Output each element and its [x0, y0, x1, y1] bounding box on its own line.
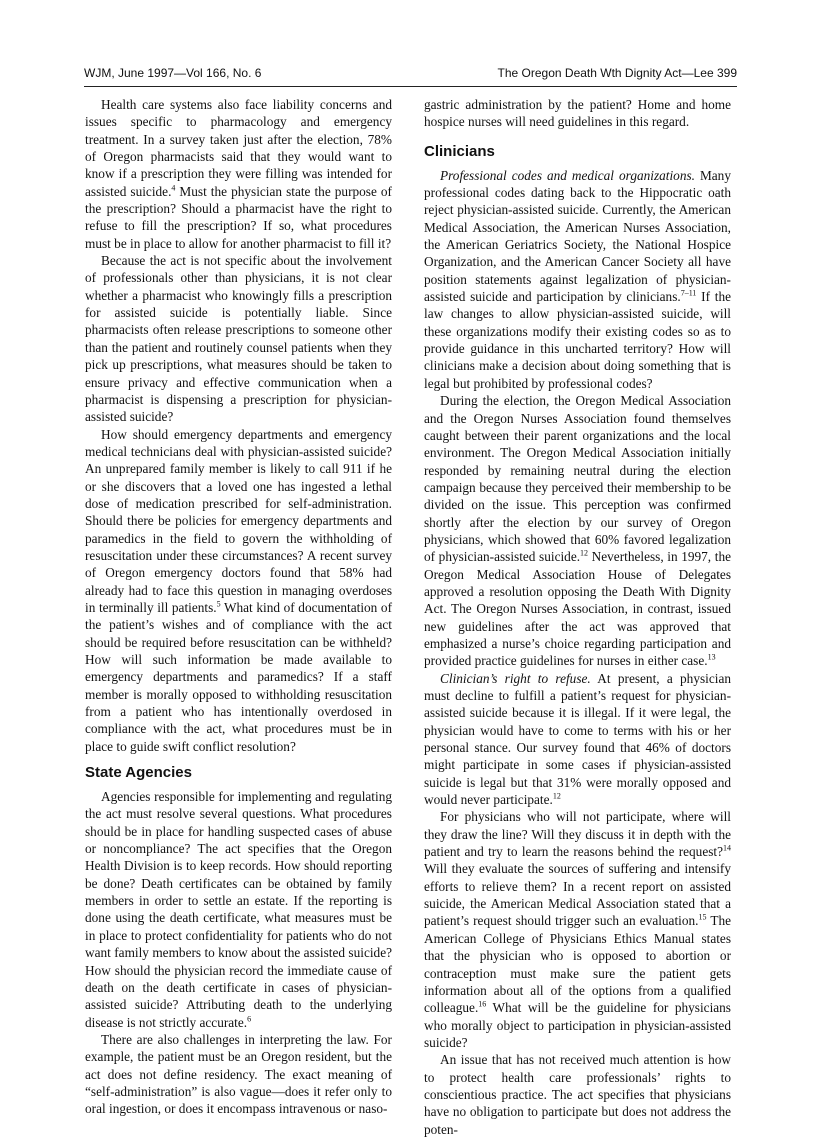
paragraph-state-agencies [85, 788, 392, 1031]
reference-marker: 6 [247, 1014, 252, 1024]
text: Nevertheless, in 1997, the Oregon Medical Association House of Delegates approved a resolution opposing the Death With Dignity Act. The Oregon Nurses Association, in contrast, issued new guidelines after the act was approved that emphasized a nurse’s choice regarding participation and provided practice guidelines for nurses in either case. [424, 549, 731, 669]
reference-marker: 13 [707, 652, 716, 662]
section-heading-clinicians: Clinicians [424, 142, 495, 160]
paragraph-conscientious-practice: An issue that has not received much attention is how to protect health care professionals’ rights to conscientious practice. The act specifies that physicians have no obligation to participate but does not address the poten- [424, 1052, 731, 1137]
reference-marker: 12 [580, 548, 589, 558]
reference-marker: 16 [478, 999, 487, 1009]
text: The American College of Physicians Ethics Manual states that the physician who is opposed to abortion or contraception must make sure the patient gets information about all of the options from a qualified colleague. [424, 913, 731, 1016]
paragraph-continued: gastric administration by the patient? Home and home hospice nurses will need guidelines in this regard. [424, 97, 731, 130]
left-column [85, 96, 392, 1118]
text: Many professional codes dating back to the Hippocratic oath reject physician-assisted suicide. Currently, the American Medical Association, the American Nurses Association, the American Geriatrics Society, the National Hospice Organization, and the American Cancer Society all have position statements against legalization of physician-assisted suicide and participation by clinicians. [424, 167, 731, 305]
text: Agencies responsible for implementing and regulating the act must resolve several questions. What procedures should be in place for handling suspected cases of abuse or noncompliance? The act specifies that the Oregon Health Division is to keep records. How should reporting be done? Death certificates can be obtained by family members in order to settle an estate. If the reporting is done using the death certificate, what measures must be in place to protect confidentiality for patients who do not want family members to know about the assisted suicide? How should the physician record the immediate cause of death on the death certificate in cases of physician-assisted suicide? Attributing death to the underlying disease is not strictly accurate. [85, 789, 392, 1030]
text: For physicians who will not participate, where will they draw the line? Will they discuss it in depth with the patient and try to learn the reasons behind the request? [424, 809, 731, 860]
article-title-page-number: The Oregon Death Wth Dignity Act—Lee 399 [497, 66, 737, 80]
text: Must the physician state the purpose of the prescription? Should a pharmacist have the right to refuse to fill the prescription? If so, what procedures must be in place to allow for another pharmacist to fill it? [85, 183, 392, 251]
paragraph-interpreting-law: There are also challenges in interpreting the law. For example, the patient must be an Oregon resident, but the act does not define residency. The exact meaning of “self-administration” is also vague—does it refer only to oral ingestion, or does it encompass intravenous or naso- [85, 1031, 392, 1117]
paragraph-pharmacist-involvement: Because the act is not specific about the involvement of professionals other than physicians, it is not clear whether a pharmacist who knowingly fills a prescription for assisted suicide is potentially liable. Since pharmacists often release prescriptions to someone other than the patient and routinely counsel patients when they pick up prescriptions, what measures should be taken to ensure privacy and effective communication when a pharmacist is dispensing a prescription for physician-assisted suicide? [85, 253, 392, 425]
text: How should emergency departments and emergency medical technicians deal with physician-assisted suicide? An unprepared family member is likely to call 911 if he or she discovers that a loved one has ingested a lethal dose of medication prescribed for self-administration. Should there be policies for emergency departments and paramedics in the field to govern the withholding of resuscitation under these circumstances? A recent survey of Oregon emergency doctors found that 58% had already had to face this question in managing overdoses in terminally ill patients. [85, 426, 392, 615]
text: During the election, the Oregon Medical Association and the Oregon Nurses Association found themselves caught between their parent organizations and the local environment. The Oregon Medical Association initially responded by remaining neutral during the election campaign because they perceived their membership to be divided on the issue. This perception was confirmed shortly after the election by our survey of Oregon physicians, which showed that 60% favored legalization of physician-assisted suicide. [424, 393, 731, 565]
right-column [424, 96, 731, 1138]
journal-citation: WJM, June 1997—Vol 166, No. 6 [84, 66, 262, 80]
paragraph-emergency-departments [85, 426, 392, 756]
text: Will they evaluate the sources of suffering and intensify efforts to relieve them? In a recent report on assisted suicide, the American Medical Association stated that a patient’s request should trigger such an evaluation. [424, 861, 731, 929]
paragraph-pharmacy-liability [85, 96, 392, 252]
text: If the law changes to allow physician-assisted suicide, will these organizations modify their existing codes so as to provide guidance in this uncharted territory? How will clinicians make a decision about doing something that is legal but prohibited by professional codes? [424, 289, 732, 391]
section-heading-state-agencies: State Agencies [85, 764, 192, 782]
paragraph-right-to-refuse [424, 670, 731, 809]
paragraph-professional-codes [424, 167, 731, 392]
reference-marker: 12 [552, 791, 561, 801]
reference-marker: 14 [723, 843, 731, 853]
text: At present, a physician must decline to fulfill a patient’s request for physician-assisted suicide because it is illegal. If it were legal, the physician would have to come to terms with his or her personal stance. Our survey found that 46% of doctors might participate in some cases if physician-assisted suicide is legal but that 31% were morally opposed and would never participate. [424, 670, 731, 808]
running-head [84, 66, 737, 87]
reference-marker: 5 [216, 599, 221, 609]
reference-marker: 7–11 [680, 288, 697, 298]
run-in-heading: Professional codes and medical organizations. [440, 167, 695, 183]
reference-marker: 15 [698, 913, 707, 923]
reference-marker: 4 [171, 183, 176, 193]
text: What kind of documentation of the patient’s wishes and of compliance with the act should be required before resuscitation can be withheld? How will such information be made available to emergency departments and paramedics? If a staff member is morally opposed to withholding resuscitation from a patient who has intentionally overdosed in compliance with the act, what procedures must be in place to guide swift conflict resolution? [85, 599, 392, 754]
run-in-heading: Clinician’s right to refuse. [440, 670, 591, 686]
paragraph-election [424, 392, 731, 670]
paragraph-nonparticipating-physicians [424, 808, 731, 1051]
text: What will be the guideline for physicians who morally object to participation in physician-assisted suicide? [424, 1000, 731, 1050]
text: Health care systems also face liability concerns and issues specific to pharmacology and emergency treatment. In a survey taken just after the election, 78% of Oregon pharmacists said that they would want to know if a prescription they were filling was intended for assisted suicide. [85, 97, 392, 199]
